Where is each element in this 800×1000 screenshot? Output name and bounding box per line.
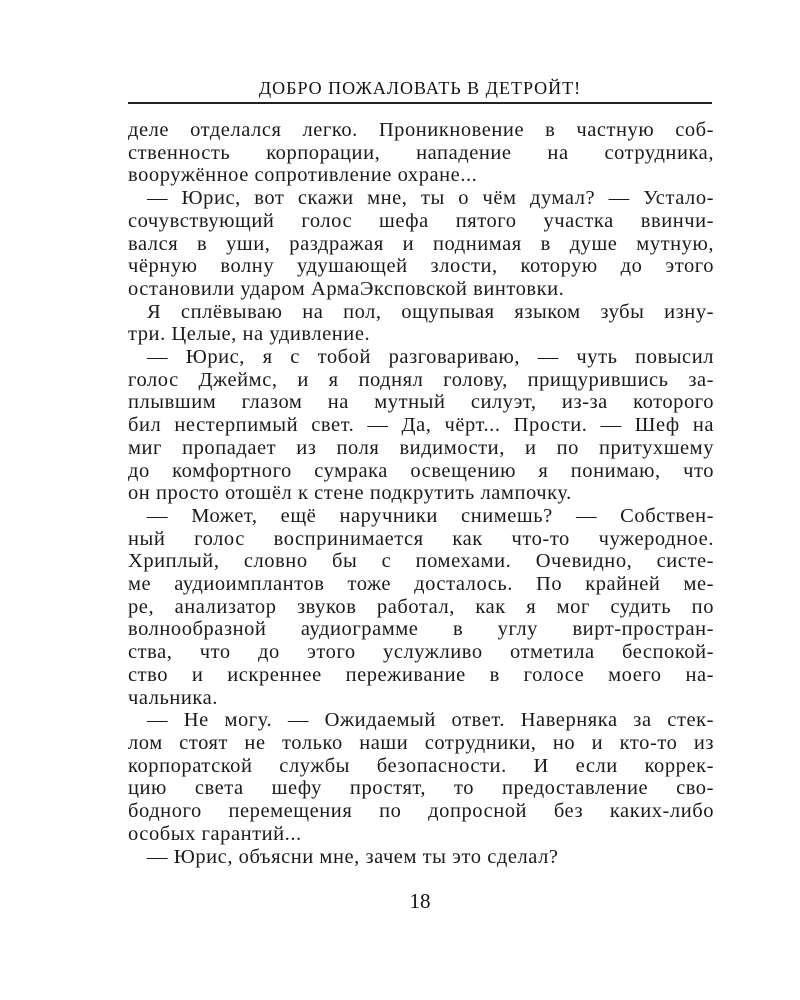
page-number: 18 [409,889,431,913]
text-line: лом стоят не только наши сотрудники, но и кто-то из [128,731,714,754]
text-line: чёрную волну удушающей злости, которую до этого [128,255,714,278]
text-line: миг пропадает из поля видимости, и по притухшему [128,436,714,459]
text-line: — Может, ещё наручники снимешь? — Собствен- [147,504,714,527]
text-line: Хриплый, словно бы с помехами. Очевидно, систе- [128,550,714,573]
body-text [128,119,714,868]
text-line: ства, что до этого услужливо отметила беспокой- [128,641,714,664]
text-line: — Юрис, я с тобой разговариваю, — чуть повысил [147,346,714,369]
text-line: ре, анализатор звуков работал, как я мог судить по [128,595,714,618]
text-line: ме аудиоимплантов тоже досталось. По крайней ме- [128,573,714,596]
paragraph [128,187,714,301]
text-line: три. Целые, на удивление. [128,323,371,346]
text-line: бодного перемещения по допросной без каких-либо [128,800,714,823]
text-line: — Юрис, объясни мне, зачем ты это сделал? [147,845,559,868]
text-line: бил нестерпимый свет. — Да, чёрт... Прости. — Шеф на [128,414,714,437]
paragraph [128,505,714,709]
paragraph [128,709,714,845]
paragraph [128,346,714,505]
text-line: он просто отошёл к стене подкрутить лампочку. [128,482,572,505]
text-line: голос Джеймс, и я поднял голову, прищурившись за- [128,368,714,391]
paragraph [128,846,714,869]
text-line: ство и искреннее переживание в голосе моего на- [128,663,714,686]
text-line: остановили ударом АрмаЭксповской винтовки. [128,277,565,300]
text-line: плывшим глазом на мутный силуэт, из-за которого [128,391,714,414]
text-line: деле отделался легко. Проникновение в частную соб- [128,119,714,141]
text-line: вался в уши, раздражая и поднимая в душе мутную, [128,232,714,255]
text-line: ственность корпорации, нападение на сотрудника, [128,141,714,164]
text-line: сочувствующий голос шефа пятого участка ввинчи- [128,209,714,232]
text-line: волнообразной аудиограмме в углу вирт-простран- [128,618,714,641]
text-line: — Не могу. — Ожидаемый ответ. Наверняка за стек- [147,709,714,732]
text-line: чальника. [128,686,218,709]
text-line: особых гарантий... [128,822,302,845]
running-head: ДОБРО ПОЖАЛОВАТЬ В ДЕТРОЙТ! [258,78,582,98]
paragraph [128,301,714,346]
text-line: ный голос воспринимается как что-то чужеродное. [128,527,714,550]
text-line: цию света шефу простят, то предоставление сво- [128,777,714,800]
header-rule [128,102,712,104]
text-line: вооружённое сопротивление охране... [128,164,478,187]
text-line: до комфортного сумрака освещению я понимаю, что [128,459,714,482]
text-line: Я сплёвываю на пол, ощупывая языком зубы изну- [147,300,714,323]
paragraph-continuation [128,119,714,187]
text-line: — Юрис, вот скажи мне, ты о чём думал? — Устало- [147,187,714,210]
text-line: корпоратской службы безопасности. И если коррек- [128,754,714,777]
